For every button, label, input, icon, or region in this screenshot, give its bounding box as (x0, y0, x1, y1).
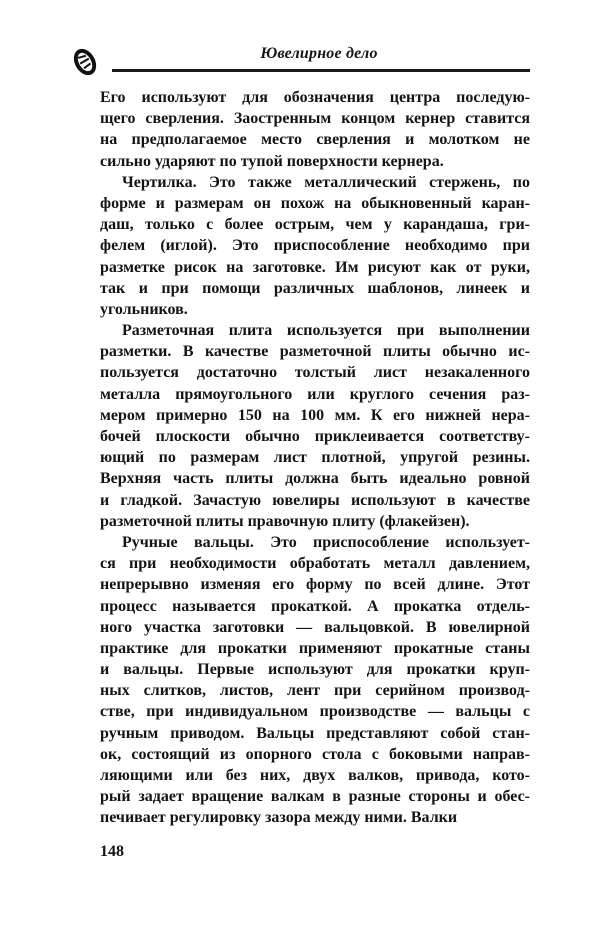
running-title: Ювелирное дело (260, 45, 378, 62)
text-line: разметке рисок на заготовке. Им рисуют как от руки, (100, 258, 530, 276)
text-line: ного участка заготовки — вальцовкой. В ювелирной (100, 618, 530, 636)
text-line: так и при помощи различных шаблонов, линеек и (100, 279, 530, 297)
text-line: угольников. (100, 300, 188, 318)
text-line: стве, при индивидуальном производстве — вальцы с (100, 703, 530, 721)
text-line: разметки. В качестве разметочной плиты обычно ис- (100, 343, 530, 361)
paragraph (100, 532, 530, 829)
text-line: непрерывно изменяя его форму по всей длине. Этот (100, 576, 530, 594)
text-line: ок, состоящий из опорного стола с боковыми направ- (100, 745, 530, 763)
ring-icon (70, 45, 100, 79)
paragraph (100, 87, 530, 172)
text-line: и гладкой. Зачастую ювелиры используют в качестве (100, 491, 530, 509)
text-line: металла прямоугольного или круглого сечения раз- (100, 385, 530, 403)
text-line: процесс называется прокаткой. А прокатка отдель- (100, 597, 530, 615)
text-line: и вальцы. Первые используют для прокатки круп- (100, 661, 530, 679)
text-line: на предполагаемое место сверления и молотком не (100, 131, 530, 149)
body-text (100, 87, 530, 829)
text-line: пользуется достаточно толстый лист незакаленного (100, 364, 530, 382)
text-line: сильно ударяют по тупой поверхности кернера. (100, 152, 444, 170)
text-line: мером примерно 150 на 100 мм. К его нижней нера- (100, 406, 530, 424)
text-line: рый задает вращение валкам в разные стороны и обес- (100, 788, 530, 806)
text-line: ющий по размерам лист плотной, упругой резины. (100, 449, 530, 467)
text-line: ных слитков, листов, лент при серийном производ- (100, 682, 530, 700)
text-line: Разметочная плита используется при выполнении (122, 322, 530, 340)
text-line: Ручные вальцы. Это приспособление использует- (122, 533, 530, 551)
text-line: бочей плоскости обычно приклеивается соответству- (100, 428, 530, 445)
text-line: практике для прокатки применяют прокатные станы (100, 639, 530, 657)
text-line: ся при необходимости обработать металл давлением, (100, 555, 530, 573)
text-line: форме и размерам он похож на обыкновенный каран- (100, 194, 530, 212)
text-line: ляющими или без них, двух валков, привода, кото- (100, 767, 530, 784)
text-line: Верхняя часть плиты должна быть идеально ровной (100, 470, 530, 488)
text-line: щего сверления. Заостренным концом кернер ставится (100, 110, 530, 128)
text-line: даш, только с более острым, чем у карандаша, гри- (100, 216, 530, 234)
text-line: Чертилка. Это также металлический стержень, по (122, 173, 530, 191)
text-line: фелем (иглой). Это приспособление необходимо при (100, 237, 530, 255)
paragraph (100, 320, 530, 532)
text-line: разметочной плиты правочную плиту (флакейзен). (100, 512, 470, 530)
header-rule (112, 69, 530, 72)
text-line: печивает регулировку зазора между ними. Валки (100, 809, 458, 827)
text-line: Его используют для обозначения центра последую- (100, 89, 530, 106)
page-number: 148 (100, 843, 124, 860)
paragraph (100, 172, 530, 320)
text-line: ручным приводом. Вальцы представляют собой стан- (100, 724, 530, 742)
